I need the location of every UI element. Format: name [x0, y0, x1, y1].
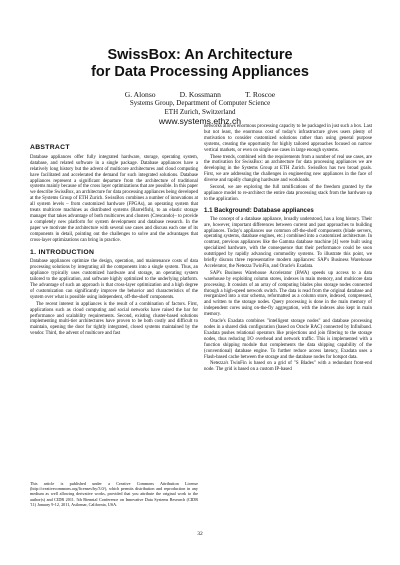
paper-title-line2: for Data Processing Appliances [91, 64, 309, 80]
copyright-footnote: This article is published under a Creative Commons Attribution License (http://creativecommons.org/licenses/by/3.0/), which permits distribution and reproduction in any medium as well allowing derivative works, provided that you attribute the original work to the author(s) and CIDR 2011. 5th Biennial Conference on Innovative Data Systems Research (CIDR '11) January 9-12, 2011, Asilomar, California, USA. [30, 481, 198, 507]
background-subheading: 1.1 Background: Database appliances [204, 206, 314, 214]
left-column [30, 142, 198, 338]
right-paragraph-4: The concept of a database appliance, broadly understood, has a long history. Their are, however, important differences between current and past approaches to building appliances. Today's appliances use common off-the-shelf components (blade servers, operating systems, database engines, etc.) combined into a customized architecture. In contrast, previous appliances like the Gamma database machine [4] were built using specialized hardware, with the consequence that their performance could be soon outstripped by rapidly advancing commodity systems. To illustrate this point, we briefly discuss three representative modern appliances: SAP's Business Warehouse Accelerator, the Netezza TwinFin, and Oracle's Exadata. [204, 216, 372, 269]
right-paragraph-3: Second, we are exploring the full ramifications of the freedom granted by the appliance model to re-architect the entire data processing stack from the hardware up to the application. [204, 185, 372, 202]
intro-paragraph-2: The recent interest in appliances is the result of a combination of factors. First, applications such as cloud computing and social networks have raised the bar for performance and scalability requirements. Second, existing cluster-based solutions implementing multi-tier architectures have proven to be both costly and difficult to maintain, opening the door for tightly integrated, closed systems maintained by the vendor. Third, the advent of multicore and fast [30, 301, 198, 337]
right-paragraph-5: SAP's Business Warehouse Accelerator (BWA) speeds up access to a data warehouse by exploiting column stores, indexes in main memory, and multicore data processing. It consists of an array of computing blades plus storage nodes connected through a high-speed network switch. The data is read from the original database and reorganized into a star schema, reformatted as a column store, indexed, compressed, and written to the storage nodes. Query processing is done in the main memory of independent cores using on-the-fly aggregation, with the indexes also kept in main memory. [204, 270, 372, 318]
page-number: 32 [197, 531, 203, 537]
intro-paragraph-1: Database appliances optimize the design, operation, and maintenance costs of data processing solutions by integrating all the components into a single system. Thus, an appliance typically uses customized hardware and storage, an operating system tailored to the application, and software highly optimized to the underlying platform. The advantage of such an approach is that cross-layer optimization and a high degree of customization can significantly improve the behavior and characteristics of the system over what is possible using independent, off-the-shelf components. [30, 259, 198, 300]
affiliation-location: ETH Zurich, Switzerland [164, 107, 236, 116]
author-names [0, 91, 400, 99]
right-paragraph-1: networks allows enormous processing capacity to be packaged in just such a box. Last but not least, the enormous cost of today's infrastructure gives users plenty of motivation to consider customized solutions rather than using general purpose systems, creating the opportunity for highly tailored approaches focused on narrow vertical markets, or even on single use cases in large enough systems. [204, 124, 372, 153]
group-url: www.systems.ethz.ch [158, 116, 242, 127]
introduction-heading: 1. INTRODUCTION [30, 248, 95, 256]
author-1: G. Alonso [124, 90, 156, 99]
right-paragraph-7: Netezza's TwinFin is based on a grid of "S Blades" with a redundant front-end node. The grid is based on a custom IP-based [204, 361, 372, 373]
author-block [0, 91, 400, 126]
abstract-text: Database appliances offer fully integrated hardware, storage, operating system, database, and related software in a single package. Database appliances have a relatively long history but the advent of multicore architectures and cloud computing have facilitated and accelerated the demand for such integrated solutions. Database appliances represent a significant departure from the architecture of traditional systems mainly because of the cross layer optimizations that are possible. In this paper we describe SwissBox, an architecture for data processing appliances being developed at the Systems Group of ETH Zurich. SwissBox combines a number of innovations at all system levels – from customized hardware (FPGAs), an operating system that treats multicore machines as distributed systems (Barrelfish), to an elastic storage manager that takes advantage of both multicores and clusters (Crescando)– to provide a completely new platform for system development and database research. In the paper we motivate the architecture with several use cases and discuss each one of its components in detail, pointing out the challenges to solve and the advantages that cross-layer optimizations can bring in practice. [30, 154, 198, 243]
affiliation-department: Systems Group, Department of Computer Science [129, 99, 271, 108]
author-2: D. Kossmann [179, 90, 221, 99]
author-3: T. Roscoe [244, 90, 276, 99]
right-column [204, 124, 372, 374]
right-paragraph-2: These trends, combined with the requirements from a number of real use cases, are the motivation for SwissBox: an architecture for data processing appliances we are developing in the Systems Group at ETH Zurich. SwissBox has two broad goals. First, we are addressing the challenges in engineering new appliances in the face of diverse and rapidly changing hardware and workloads. [204, 154, 372, 184]
paper-title-line1: SwissBox: An Architecture [107, 47, 293, 63]
abstract-heading: ABSTRACT [30, 144, 70, 151]
right-paragraph-6: Oracle's Exadata combines "intelligent storage nodes" and database processing nodes in a shared disk configuration (based on Oracle RAC) connected by Infiniband. Exadata pushes relational operators like projections and join filtering to the storage nodes, thus reducing I/O overhead and network traffic. This is implemented with a function shipping module that complements the data shipping capability of the (conventional) database engine. To further reduce access latency, Exadata uses a Flash-based cache between the storage and the database nodes for hotspot data. [204, 319, 372, 360]
